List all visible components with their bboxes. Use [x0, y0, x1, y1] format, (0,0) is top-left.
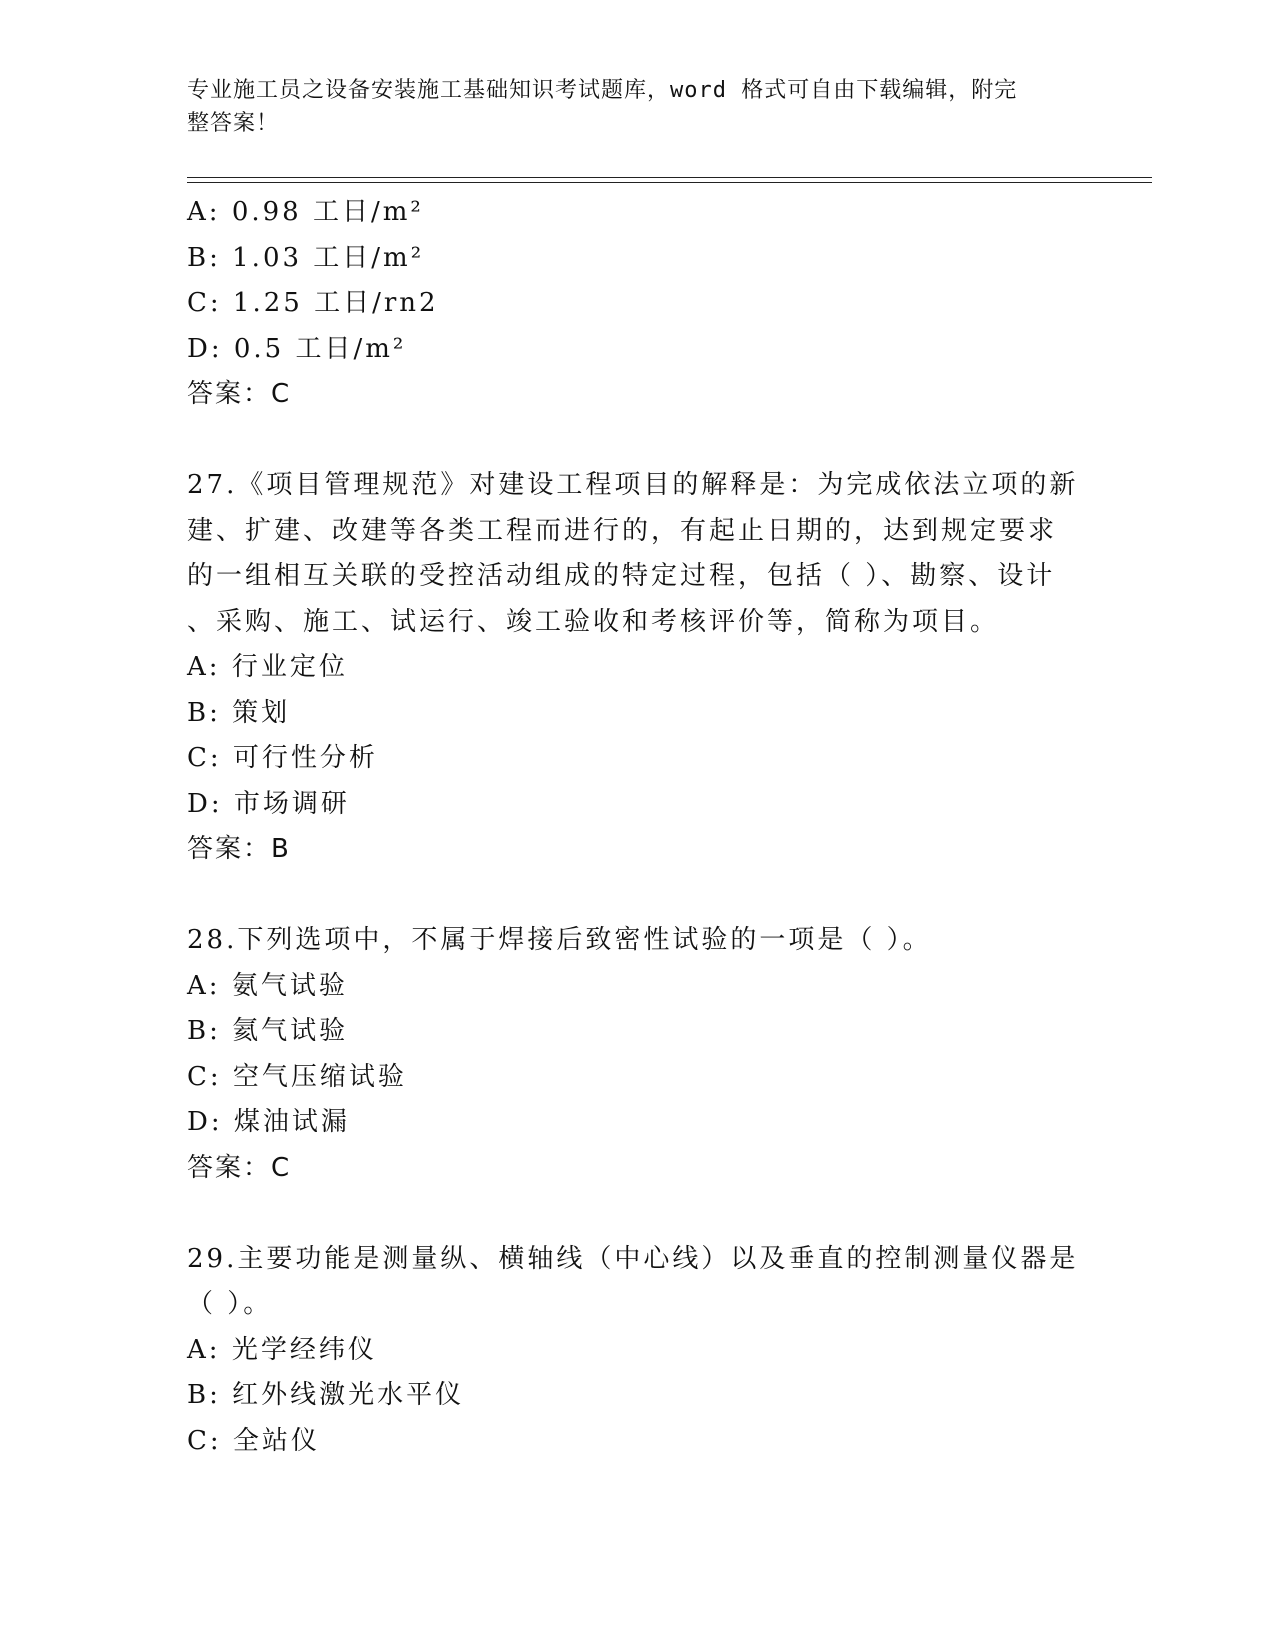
stem-line: 的一组相互关联的受控活动组成的特定过程，包括（ ）、勘察、设计: [187, 561, 1056, 591]
question-stem: [187, 918, 1087, 964]
option-label: D:: [187, 333, 223, 364]
option-d: [187, 782, 1087, 828]
stem-line: 、采购、施工、试运行、竣工验收和考核评价等，简称为项目。: [187, 606, 1000, 637]
option-c: [187, 1419, 1087, 1465]
option-text: 可行性分析: [232, 743, 378, 773]
question-stem: [187, 1237, 1087, 1328]
header-line-1: 专业施工员之设备安装施工基础知识考试题库，word 格式可自由下载编辑，附完: [187, 78, 1018, 103]
header-line-2: 整答案！: [187, 111, 280, 136]
option-text: 红外线激光水平仪: [232, 1380, 465, 1410]
option-label: C:: [187, 288, 222, 318]
stem-line: 建、扩建、改建等各类工程而进行的，有起止日期的，达到规定要求: [187, 515, 1058, 546]
option-a: [187, 964, 1087, 1010]
spacer: [187, 1191, 1087, 1237]
answer-line: 答案：C: [187, 379, 292, 409]
option-label: B:: [187, 1380, 221, 1410]
spacer: [187, 873, 1087, 919]
option-text: 1.25 工日/rn2: [232, 288, 439, 318]
question-block-28: [187, 918, 1087, 1191]
option-label: C:: [187, 743, 222, 773]
question-list: [187, 190, 1087, 1464]
option-c: [187, 1055, 1087, 1101]
stem-line: （ ）。: [187, 1289, 273, 1319]
option-b: [187, 691, 1087, 737]
option-b: [187, 236, 1087, 282]
option-label: B:: [187, 242, 221, 273]
option-d: [187, 1100, 1087, 1146]
option-label: A:: [187, 197, 221, 227]
question-stem: [187, 463, 1087, 645]
option-b: [187, 1009, 1087, 1055]
option-label: A:: [187, 970, 221, 1001]
stem-line: 27.《项目管理规范》对建设工程项目的解释是：为完成依法立项的新: [187, 470, 1079, 500]
option-b: [187, 1373, 1087, 1419]
option-a: [187, 190, 1087, 236]
option-label: A:: [187, 1334, 221, 1365]
document-header: [187, 74, 1067, 140]
option-text: 策划: [232, 697, 291, 728]
option-text: 氦气试验: [232, 1016, 349, 1046]
option-a: [187, 645, 1087, 691]
option-text: 全站仪: [232, 1425, 320, 1456]
option-c: [187, 736, 1087, 782]
option-text: 1.03 工日/m²: [232, 242, 425, 273]
option-a: [187, 1328, 1087, 1374]
option-text: 光学经纬仪: [231, 1334, 377, 1365]
option-text: 氨气试验: [231, 970, 348, 1001]
option-c: [187, 281, 1087, 327]
option-text: 0.5 工日/m²: [233, 333, 407, 364]
header-divider-top: [187, 177, 1152, 178]
option-d: [187, 327, 1087, 373]
spacer: [187, 418, 1087, 464]
option-text: 煤油试漏: [233, 1107, 350, 1137]
option-label: C:: [187, 1061, 222, 1092]
option-text: 市场调研: [233, 788, 350, 819]
option-text: 0.98 工日/m²: [231, 197, 424, 227]
question-block-27: [187, 463, 1087, 873]
answer-line: 答案：B: [187, 834, 291, 864]
option-label: D:: [187, 1107, 223, 1137]
option-text: 行业定位: [231, 652, 348, 682]
stem-line: 28.下列选项中，不属于焊接后致密性试验的一项是（ ）。: [187, 925, 932, 955]
option-text: 空气压缩试验: [232, 1061, 407, 1092]
option-label: C:: [187, 1425, 222, 1456]
question-block-29: [187, 1237, 1087, 1465]
option-label: D:: [187, 788, 223, 819]
header-divider-bottom: [187, 182, 1152, 183]
answer-line: 答案：C: [187, 1152, 292, 1183]
option-label: B:: [187, 1016, 221, 1046]
option-label: B:: [187, 697, 221, 728]
question-block-prev: [187, 190, 1087, 418]
option-label: A:: [187, 652, 221, 682]
stem-line: 29.主要功能是测量纵、横轴线（中心线）以及垂直的控制测量仪器是: [187, 1243, 1079, 1274]
